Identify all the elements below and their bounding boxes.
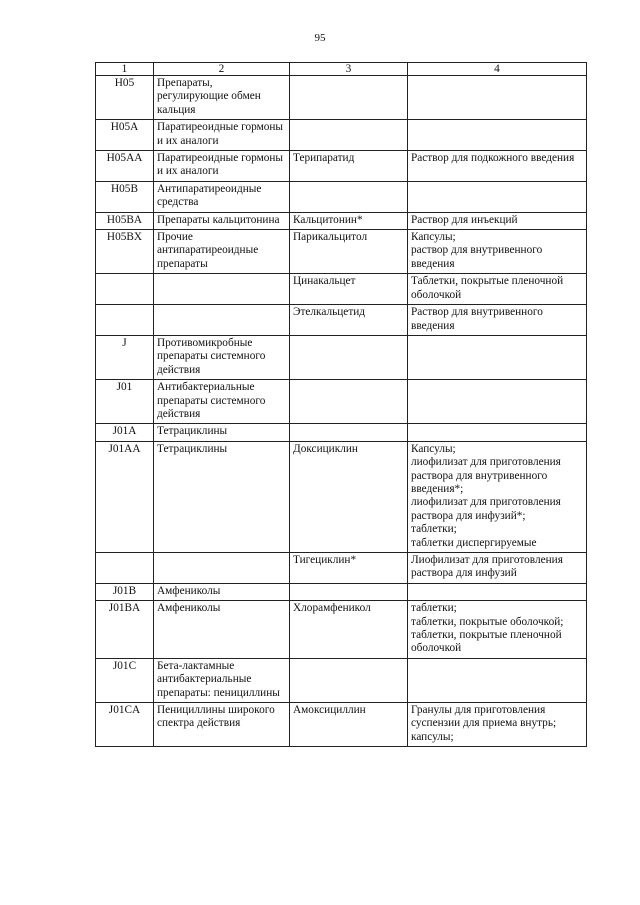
atc-code-cell: H05BA: [96, 212, 154, 229]
anatomical-therapeutic-group-cell: Тетрациклины: [154, 424, 290, 441]
table-row: [96, 151, 587, 182]
anatomical-therapeutic-group-cell: Пенициллины широкого спектра действия: [154, 703, 290, 747]
dosage-form-item: таблетки диспергируемые: [411, 536, 537, 549]
dosage-forms-cell: [408, 441, 587, 552]
dosage-form-item: Таблетки, покрытые пленочной оболочкой: [411, 275, 564, 301]
page-number: 95: [314, 32, 326, 44]
dosage-form-item: лиофилизат для приготовления раствора для инфузий*;: [411, 496, 561, 522]
dosage-forms-cell: [408, 335, 587, 379]
dosage-forms-cell: [408, 703, 587, 747]
atc-code-cell: H05BX: [96, 230, 154, 274]
dosage-form-item: Раствор для подкожного введения: [411, 152, 575, 165]
dosage-forms-cell: [408, 424, 587, 441]
dosage-forms-cell: [408, 76, 587, 120]
drug-name-cell: [290, 335, 408, 379]
dosage-form-item: Лиофилизат для приготовления раствора для инфузий: [411, 554, 563, 580]
atc-code-cell: H05: [96, 76, 154, 120]
atc-code-cell: J01: [96, 380, 154, 424]
column-header-3: 3: [290, 63, 408, 76]
table-row: [96, 441, 587, 552]
dosage-form-item: Капсулы;: [411, 231, 456, 244]
atc-code-cell: J: [96, 335, 154, 379]
dosage-forms-cell: [408, 553, 587, 584]
dosage-form-item: таблетки, покрытые пленочной оболочкой: [411, 629, 562, 655]
table-row: [96, 601, 587, 659]
dosage-form-item: лиофилизат для приготовления раствора для внутривенного введения*;: [411, 456, 561, 495]
dosage-forms-cell: [408, 274, 587, 305]
dosage-form-item: Раствор для инъекций: [411, 213, 518, 226]
drug-name-cell: [290, 658, 408, 702]
drug-name-cell: Цинакальцет: [290, 274, 408, 305]
dosage-form-item: Раствор для внутривенного введения: [411, 306, 543, 332]
anatomical-therapeutic-group-cell: Бета-лактамные антибактериальные препараты: пенициллины: [154, 658, 290, 702]
table-row: [96, 553, 587, 584]
dosage-forms-cell: [408, 601, 587, 659]
table-row: [96, 658, 587, 702]
atc-code-cell: [96, 305, 154, 336]
atc-code-cell: H05A: [96, 120, 154, 151]
atc-code-cell: J01A: [96, 424, 154, 441]
anatomical-therapeutic-group-cell: Противомикробные препараты системного действия: [154, 335, 290, 379]
column-header-4: 4: [408, 63, 587, 76]
table-header-row: [96, 63, 587, 76]
drug-name-cell: [290, 120, 408, 151]
table-row: [96, 230, 587, 274]
dosage-form-item: таблетки;: [411, 602, 457, 615]
dosage-form-item: таблетки;: [411, 523, 457, 536]
anatomical-therapeutic-group-cell: Препараты, регулирующие обмен кальция: [154, 76, 290, 120]
dosage-forms-cell: [408, 151, 587, 182]
dosage-form-item: Капсулы;: [411, 442, 456, 455]
dosage-forms-cell: [408, 305, 587, 336]
anatomical-therapeutic-group-cell: Паратиреоидные гормоны и их аналоги: [154, 120, 290, 151]
drug-name-cell: [290, 583, 408, 600]
dosage-form-item: Гранулы для приготовления суспензии для приема внутрь;: [411, 704, 557, 730]
anatomical-therapeutic-group-cell: Амфениколы: [154, 583, 290, 600]
column-header-2: 2: [154, 63, 290, 76]
anatomical-therapeutic-group-cell: [154, 305, 290, 336]
table-row: [96, 583, 587, 600]
table-row: [96, 424, 587, 441]
table-row: [96, 274, 587, 305]
table-row: [96, 181, 587, 212]
drug-name-cell: Терипаратид: [290, 151, 408, 182]
dosage-form-item: раствор для внутривенного введения: [411, 244, 543, 270]
atc-code-cell: J01C: [96, 658, 154, 702]
dosage-forms-cell: [408, 212, 587, 229]
drug-name-cell: [290, 181, 408, 212]
dosage-forms-cell: [408, 583, 587, 600]
anatomical-therapeutic-group-cell: Прочие антипаратиреоидные препараты: [154, 230, 290, 274]
table-row: [96, 380, 587, 424]
anatomical-therapeutic-group-cell: [154, 553, 290, 584]
table-row: [96, 76, 587, 120]
anatomical-therapeutic-group-cell: Антипаратиреоидные средства: [154, 181, 290, 212]
table-row: [96, 335, 587, 379]
dosage-form-item: капсулы;: [411, 730, 454, 743]
drug-name-cell: [290, 424, 408, 441]
dosage-forms-cell: [408, 230, 587, 274]
dosage-forms-cell: [408, 380, 587, 424]
dosage-forms-cell: [408, 658, 587, 702]
dosage-form-item: таблетки, покрытые оболочкой;: [411, 615, 564, 628]
atc-code-cell: J01BA: [96, 601, 154, 659]
anatomical-therapeutic-group-cell: Амфениколы: [154, 601, 290, 659]
dosage-forms-cell: [408, 120, 587, 151]
table-body: [96, 76, 587, 747]
atc-code-cell: [96, 274, 154, 305]
drug-name-cell: Этелкальцетид: [290, 305, 408, 336]
atc-code-cell: J01AA: [96, 441, 154, 552]
atc-code-cell: H05AA: [96, 151, 154, 182]
drug-name-cell: [290, 76, 408, 120]
atc-code-cell: H05B: [96, 181, 154, 212]
drug-name-cell: Кальцитонин*: [290, 212, 408, 229]
drug-name-cell: Тигециклин*: [290, 553, 408, 584]
anatomical-therapeutic-group-cell: [154, 274, 290, 305]
atc-code-cell: [96, 553, 154, 584]
drug-name-cell: [290, 380, 408, 424]
column-header-1: 1: [96, 63, 154, 76]
drug-name-cell: Амоксициллин: [290, 703, 408, 747]
anatomical-therapeutic-group-cell: Антибактериальные препараты системного действия: [154, 380, 290, 424]
anatomical-therapeutic-group-cell: Паратиреоидные гормоны и их аналоги: [154, 151, 290, 182]
table-row: [96, 120, 587, 151]
drug-table: [95, 62, 587, 747]
table-row: [96, 703, 587, 747]
anatomical-therapeutic-group-cell: Препараты кальцитонина: [154, 212, 290, 229]
drug-name-cell: Хлорамфеникол: [290, 601, 408, 659]
atc-code-cell: J01CA: [96, 703, 154, 747]
anatomical-therapeutic-group-cell: Тетрациклины: [154, 441, 290, 552]
drug-name-cell: Доксициклин: [290, 441, 408, 552]
table-row: [96, 212, 587, 229]
drug-name-cell: Парикальцитол: [290, 230, 408, 274]
dosage-forms-cell: [408, 181, 587, 212]
atc-code-cell: J01B: [96, 583, 154, 600]
table-row: [96, 305, 587, 336]
